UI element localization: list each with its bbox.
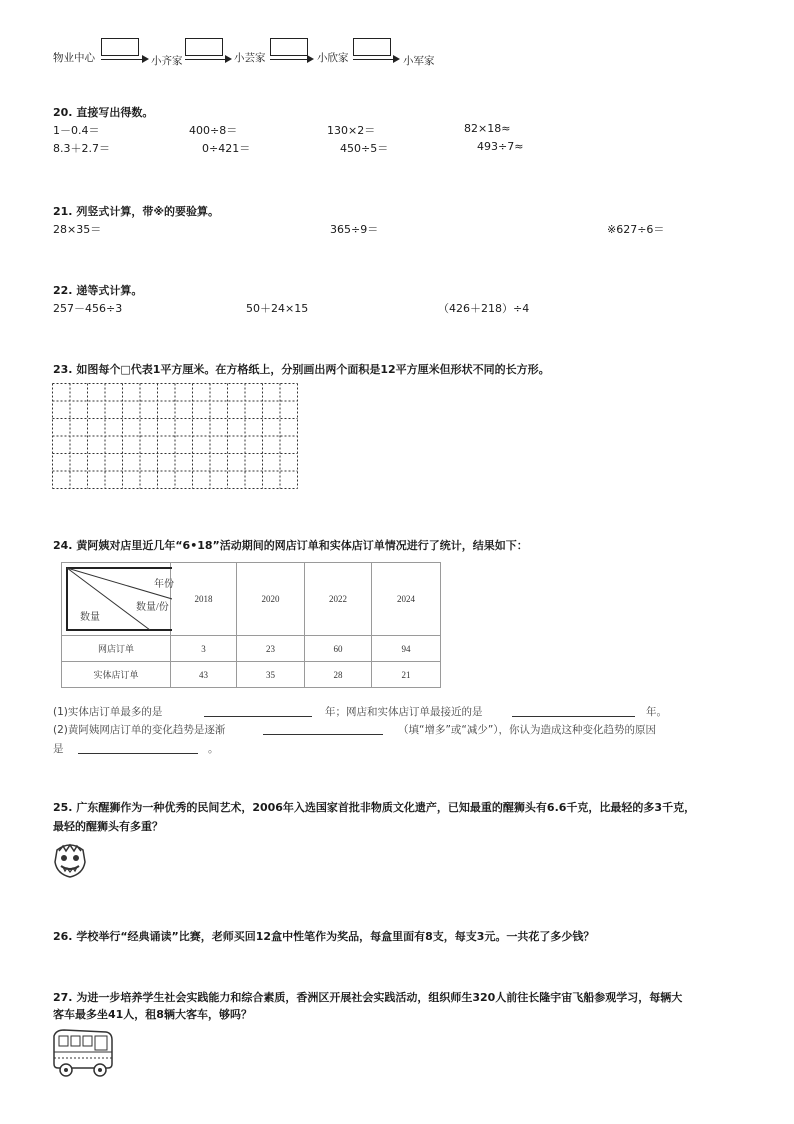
sub-question-2-text-b: （填“增多”或“减少”），你认为造成这种变化趋势的原因 bbox=[398, 724, 657, 736]
answer-box-2[interactable] bbox=[185, 38, 223, 56]
calc-item: 450÷5＝ bbox=[340, 142, 389, 155]
route-stop-3: 小欣家 bbox=[317, 52, 349, 64]
year-cell: 2018 bbox=[170, 563, 236, 636]
stats-table bbox=[61, 562, 441, 688]
calc-item: （426＋218）÷4 bbox=[438, 302, 530, 315]
header-quantity-label: 数量 bbox=[80, 612, 100, 623]
question-title: 21. 列竖式计算，带※的要验算。 bbox=[53, 205, 220, 218]
table-cell: 94 bbox=[372, 636, 441, 662]
calc-item: 257－456÷3 bbox=[53, 302, 123, 315]
question-text: 26. 学校举行“经典诵读”比赛，老师买回12盒中性笔作为奖品，每盒里面有8支，每支3元。一共花了多少钱？ bbox=[53, 930, 595, 943]
table-cell: 23 bbox=[237, 636, 305, 662]
header-year-label: 年份 bbox=[154, 579, 174, 590]
answer-blank[interactable] bbox=[263, 722, 383, 735]
table-cell: 28 bbox=[304, 662, 371, 688]
year-cell: 2024 bbox=[372, 563, 441, 636]
lion-head-icon bbox=[53, 842, 87, 878]
header-unit-label: 数量/份 bbox=[136, 602, 169, 613]
route-stop-2: 小芸家 bbox=[234, 52, 266, 64]
sub-question-1-text-c: 年。 bbox=[646, 706, 667, 718]
question-text: 最轻的醒狮头有多重？ bbox=[53, 820, 163, 833]
calc-item: 1－0.4＝ bbox=[53, 124, 100, 137]
arrow-icon bbox=[101, 59, 147, 60]
calc-item: 8.3＋2.7＝ bbox=[53, 142, 110, 155]
table-cell: 3 bbox=[170, 636, 236, 662]
question-title: 23. 如图每个□代表1平方厘米。在方格纸上，分别画出两个面积是12平方厘米但形状不同的长方形。 bbox=[53, 363, 550, 376]
bus-icon bbox=[50, 1028, 116, 1078]
question-text: 25. 广东醒狮作为一种优秀的民间艺术，2006年入选国家首批非物质文化遗产，已知最重的醒狮头有6.6千克，比最轻的多3千克， bbox=[53, 801, 696, 814]
table-cell: 43 bbox=[170, 662, 236, 688]
grid-paper[interactable] bbox=[52, 383, 300, 491]
calc-item: 28×35＝ bbox=[53, 223, 102, 236]
calc-item: 130×2＝ bbox=[327, 124, 376, 137]
header-diagonal-cell bbox=[62, 563, 174, 636]
answer-box-3[interactable] bbox=[270, 38, 308, 56]
year-cell: 2020 bbox=[237, 563, 305, 636]
calc-item: 493÷7≈ bbox=[477, 140, 524, 153]
table-row bbox=[62, 636, 441, 662]
table-cell: 35 bbox=[237, 662, 305, 688]
table-cell: 21 bbox=[372, 662, 441, 688]
arrow-icon bbox=[185, 59, 230, 60]
question-text: 客车最多坐41人，租8辆大客车，够吗？ bbox=[53, 1008, 252, 1021]
route-stop-end: 小军家 bbox=[403, 55, 435, 67]
route-stop-1: 小齐家 bbox=[151, 55, 183, 67]
route-stop-start: 物业中心 bbox=[53, 52, 95, 64]
answer-blank[interactable] bbox=[78, 741, 198, 754]
row-label: 实体店订单 bbox=[62, 662, 171, 688]
sub-question-2-text-d: 。 bbox=[208, 743, 219, 755]
arrow-icon bbox=[270, 59, 312, 60]
question-title: 24. 黄阿姨对店里近几年“6•18”活动期间的网店订单和实体店订单情况进行了统计，结果如下： bbox=[53, 539, 528, 552]
calc-item: 0÷421＝ bbox=[202, 142, 251, 155]
question-title: 20. 直接写出得数。 bbox=[53, 106, 154, 119]
answer-blank[interactable] bbox=[204, 704, 312, 717]
calc-item: 365÷9＝ bbox=[330, 223, 379, 236]
row-label: 网店订单 bbox=[62, 636, 171, 662]
calc-item: ※627÷6＝ bbox=[607, 223, 665, 236]
question-text: 27. 为进一步培养学生社会实践能力和综合素质，香洲区开展社会实践活动，组织师生320人前往长隆宇宙飞船参观学习，每辆大 bbox=[53, 991, 683, 1004]
calc-item: 82×18≈ bbox=[464, 122, 511, 135]
answer-blank[interactable] bbox=[512, 704, 635, 717]
sub-question-2-text-c: 是 bbox=[53, 743, 64, 755]
calc-item: 50＋24×15 bbox=[246, 302, 309, 315]
table-row bbox=[62, 662, 441, 688]
sub-question-1-text-b: 年；网店和实体店订单最接近的是 bbox=[325, 706, 483, 718]
arrow-icon bbox=[353, 59, 398, 60]
year-cell: 2022 bbox=[304, 563, 371, 636]
answer-box-1[interactable] bbox=[101, 38, 139, 56]
question-title: 22. 递等式计算。 bbox=[53, 284, 143, 297]
table-cell: 60 bbox=[304, 636, 371, 662]
sub-question-2-text-a: (2)黄阿姨网店订单的变化趋势是逐渐 bbox=[53, 724, 226, 736]
sub-question-1-text-a: (1)实体店订单最多的是 bbox=[53, 706, 163, 718]
answer-box-4[interactable] bbox=[353, 38, 391, 56]
calc-item: 400÷8＝ bbox=[189, 124, 238, 137]
